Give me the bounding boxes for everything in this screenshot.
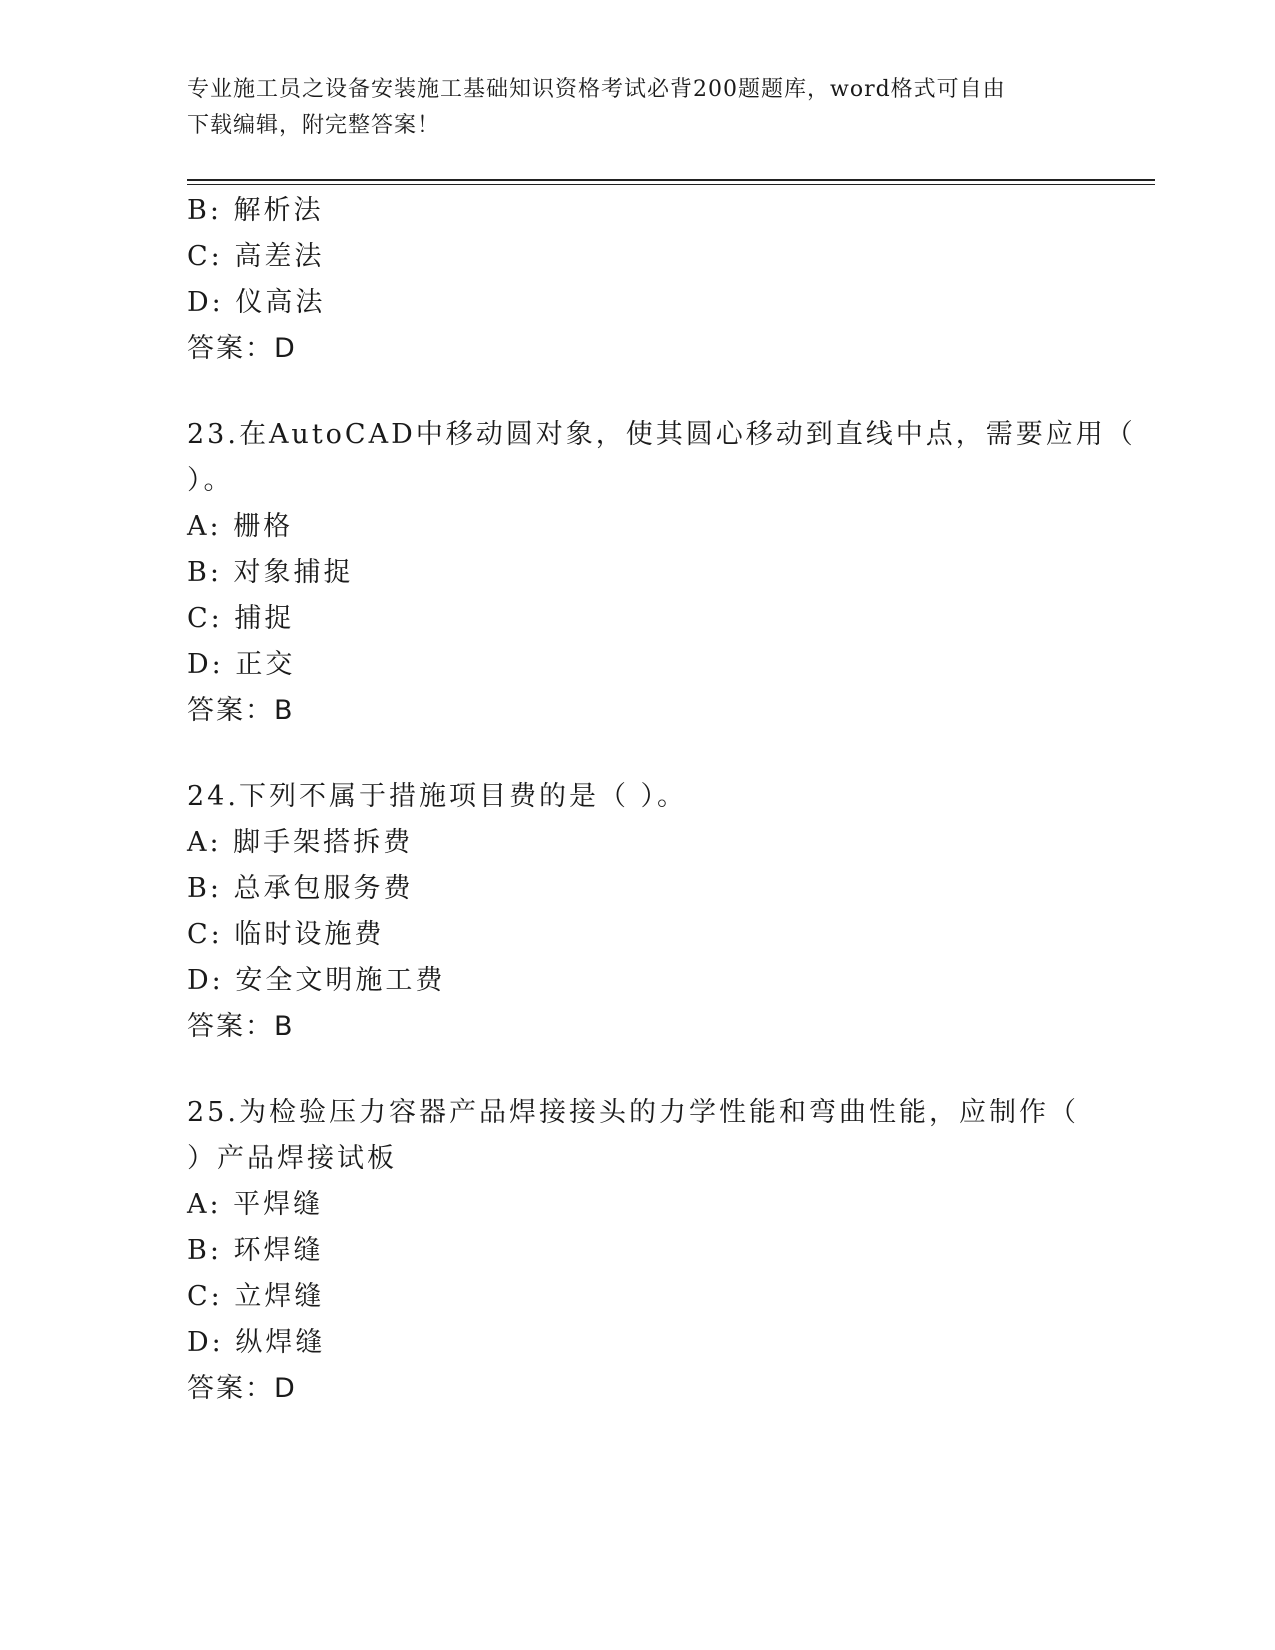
option-d: D: 纵焊缝 (187, 1327, 326, 1358)
question-stem: 25.为检验压力容器产品焊接接头的力学性能和弯曲性能，应制作（ (187, 1097, 1079, 1128)
question-stem-continued: ）。 (187, 465, 234, 496)
option-b: B: 环焊缝 (187, 1235, 324, 1266)
question-22-tail (187, 188, 1087, 372)
header-line-2: 下载编辑，附完整答案！ (187, 113, 441, 138)
header-divider-thin (187, 184, 1155, 185)
spacer (187, 1050, 1087, 1090)
option-c: C: 高差法 (187, 241, 325, 272)
option-a: A: 脚手架搭拆费 (187, 827, 414, 858)
question-stem-continued: ）产品焊接试板 (187, 1143, 397, 1174)
question-24 (187, 774, 1087, 1050)
header-divider-thick (187, 179, 1155, 181)
option-c: C: 捕捉 (187, 603, 295, 634)
answer-line: 答案：B (187, 1011, 295, 1042)
question-stem: 23.在AutoCAD中移动圆对象，使其圆心移动到直线中点，需要应用（ (187, 419, 1136, 450)
option-a: A: 平焊缝 (187, 1189, 324, 1220)
header-line-1: 专业施工员之设备安装施工基础知识资格考试必背200题题库，word格式可自由 (187, 77, 1006, 102)
answer-line: 答案：D (187, 333, 297, 364)
document-header (187, 72, 1087, 144)
spacer (187, 372, 1087, 412)
option-c: C: 临时设施费 (187, 919, 385, 950)
answer-line: 答案：D (187, 1373, 297, 1404)
option-d: D: 正交 (187, 649, 296, 680)
option-a: A: 栅格 (187, 511, 294, 542)
option-c: C: 立焊缝 (187, 1281, 325, 1312)
question-list (187, 188, 1136, 1412)
option-d: D: 仪高法 (187, 287, 326, 318)
option-b: B: 对象捕捉 (187, 557, 354, 588)
answer-line: 答案：B (187, 695, 295, 726)
option-b: B: 总承包服务费 (187, 873, 414, 904)
question-stem: 24.下列不属于措施项目费的是（ ）。 (187, 781, 688, 812)
option-b: B: 解析法 (187, 195, 324, 226)
option-d: D: 安全文明施工费 (187, 965, 446, 996)
question-25 (187, 1090, 1087, 1412)
question-23 (187, 412, 1136, 734)
spacer (187, 734, 1087, 774)
